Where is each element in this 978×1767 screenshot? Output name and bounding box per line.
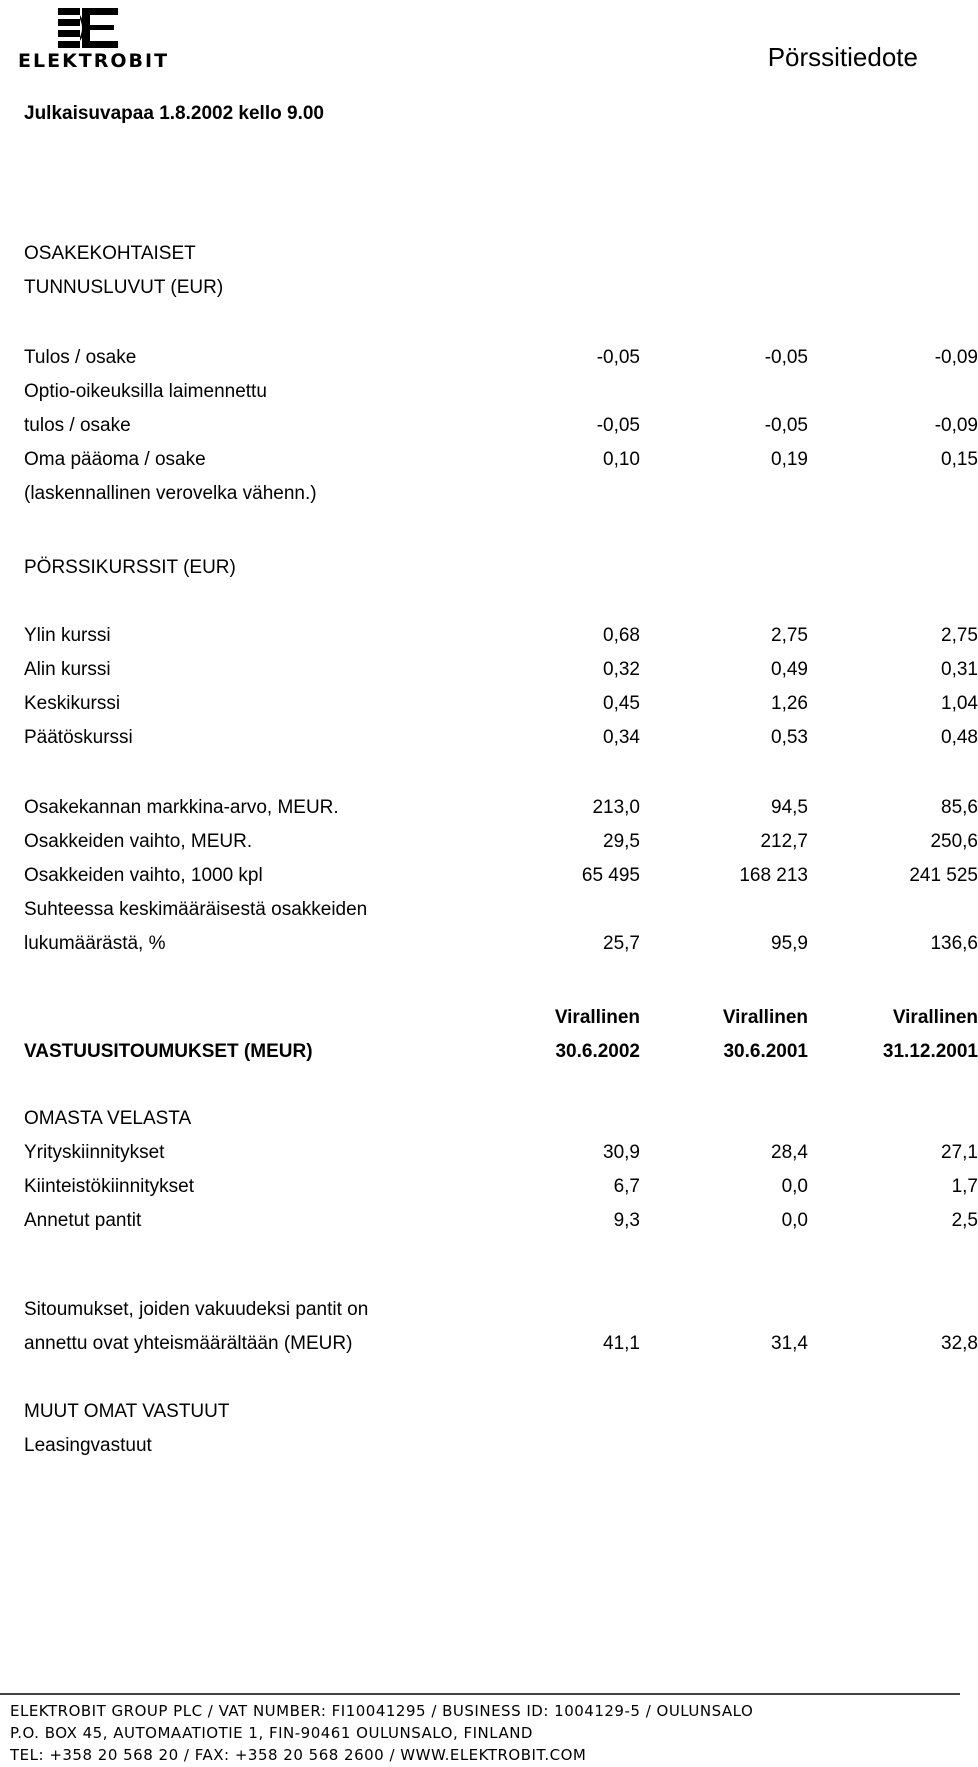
table-row: Tulos / osake -0,05 -0,05 -0,09: [24, 347, 978, 368]
table-row: lukumäärästä, % 25,7 95,9 136,6: [24, 933, 978, 954]
table-row: Osakkeiden vaihto, 1000 kpl 65 495 168 213 241 525: [24, 865, 978, 886]
table-row: tulos / osake -0,05 -0,05 -0,09: [24, 415, 978, 436]
company-logo: [18, 6, 178, 76]
logo-wordmark: ELEKTROBIT: [18, 50, 170, 72]
table-row: Keskikurssi 0,45 1,26 1,04: [24, 693, 978, 714]
table-row: Päätöskurssi 0,34 0,53 0,48: [24, 727, 978, 748]
section-title-commitments: VASTUUSITOUMUKSET (MEUR) 30.6.2002 30.6.2001 31.12.2001: [24, 1041, 978, 1062]
table-row: Annetut pantit 9,3 0,0 2,5: [24, 1210, 978, 1231]
table-row: Ylin kurssi 0,68 2,75 2,75: [24, 625, 978, 646]
footer: [10, 1700, 950, 1766]
subsection-title-other: MUUT OMAT VASTUUT: [24, 1401, 230, 1422]
table-row: Osakkeiden vaihto, MEUR. 29,5 212,7 250,6: [24, 831, 978, 852]
table-row: Yrityskiinnitykset 30,9 28,4 27,1: [24, 1142, 978, 1163]
logo-mark-icon: [18, 6, 158, 50]
table-row: Kiinteistökiinnitykset 6,7 0,0 1,7: [24, 1176, 978, 1197]
section-title-share-prices: PÖRSSIKURSSIT (EUR): [24, 557, 236, 578]
section-title-per-share-line2: TUNNUSLUVUT (EUR): [24, 277, 224, 298]
table-row: Leasingvastuut: [24, 1435, 152, 1456]
table-row: Suhteessa keskimääräisestä osakkeiden: [24, 899, 368, 920]
table-row: Optio-oikeuksilla laimennettu: [24, 381, 267, 402]
subsection-title-own-debts: OMASTA VELASTA: [24, 1108, 192, 1129]
document-type: Pörssitiedote: [767, 42, 918, 72]
column-header-row: Virallinen Virallinen Virallinen: [554, 1007, 978, 1028]
footer-company-line: ELEKTROBIT GROUP PLC / VAT NUMBER: FI10041295 / BUSINESS ID: 1004129-5 / OULUNSALO: [10, 1702, 754, 1720]
table-row: annettu ovat yhteismäärältään (MEUR) 41,1 31,4 32,8: [24, 1333, 978, 1354]
footer-contact-line: TEL: +358 20 568 20 / FAX: +358 20 568 2600 / WWW.ELEKTROBIT.COM: [10, 1746, 587, 1764]
table-row: Sitoumukset, joiden vakuudeksi pantit on: [24, 1299, 369, 1320]
release-time: Julkaisuvapaa 1.8.2002 kello 9.00: [24, 103, 324, 124]
table-row: Osakekannan markkina-arvo, MEUR. 213,0 94,5 85,6: [24, 797, 978, 818]
table-row: Alin kurssi 0,32 0,49 0,31: [24, 659, 978, 680]
footer-divider: [0, 1693, 960, 1695]
section-title-per-share: OSAKEKOHTAISET: [24, 243, 196, 264]
footer-address-line: P.O. BOX 45, AUTOMAATIOTIE 1, FIN-90461 OULUNSALO, FINLAND: [10, 1724, 533, 1742]
table-row: (laskennallinen verovelka vähenn.): [24, 483, 317, 504]
table-row: Oma pääoma / osake 0,10 0,19 0,15: [24, 449, 978, 470]
